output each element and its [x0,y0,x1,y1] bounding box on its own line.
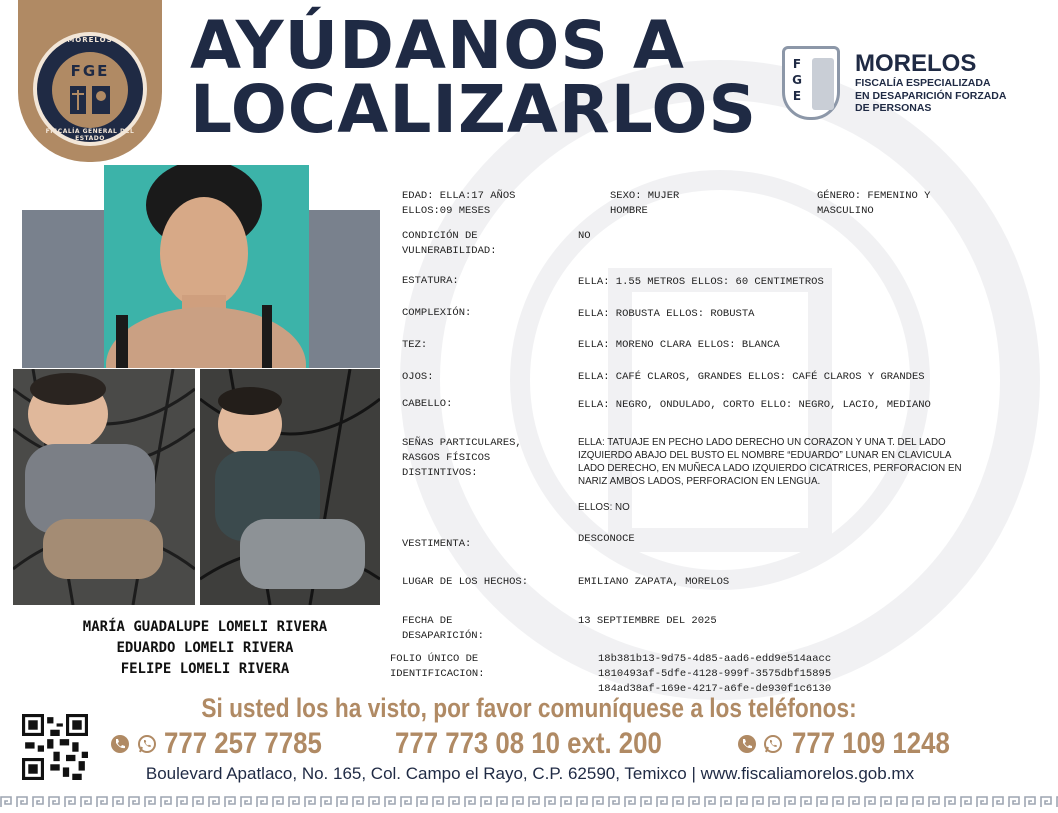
title-line-1: AYÚDANOS A [190,7,685,84]
senas-label-line-1: SEÑAS PARTICULARES, [402,437,522,449]
lugar-value: EMILIANO ZAPATA, MORELOS [578,576,730,588]
complexion-label: COMPLEXIÓN: [402,307,472,319]
photo-eduardo [13,369,195,605]
phone-number-1[interactable]: 777 257 7785 [164,727,322,760]
complexion-value: ELLA: ROBUSTA ELLOS: ROBUSTA [578,308,755,320]
fecha-label-line-1: FECHA DE [402,615,453,627]
fecha-label-line-2: DESAPARICIÓN: [402,630,484,642]
vestimenta-value: DESCONOCE [578,533,635,545]
ojos-value: ELLA: CAFÉ CLAROS, GRANDES ELLOS: CAFÉ CLAROS Y GRANDES [578,371,925,383]
phone-number-3[interactable]: 777 109 1248 [792,727,950,760]
condicion-label-line-2: VULNERABILIDAD: [402,245,497,257]
emblem-letters: FGE [70,62,110,80]
scales-icon [66,84,114,118]
condicion-label-line-1: CONDICIÓN DE [402,230,478,242]
phone-icon [110,734,130,754]
shield-letter-e: E [792,89,802,103]
genero-line-1: GÉNERO: FEMENINO Y [817,190,931,202]
emblem-ring-bottom-text: FISCALÍA GENERAL DEL ESTADO [45,128,135,142]
shield-letter-f: F [792,57,802,71]
person-name-2: EDUARDO LOMELI RIVERA [116,640,294,656]
senas-value-line-1: ELLA: TATUAJE EN PECHO LADO DERECHO UN CORAZON Y UNA T. DEL LADO [578,437,946,448]
folio-values [598,652,831,697]
cabello-label: CABELLO: [402,398,453,410]
morelos-map-icon [812,58,834,110]
lugar-label: LUGAR DE LOS HECHOS: [402,576,529,588]
senas-value-line-4: NARIZ AMBOS LADOS, PERFORACION EN LENGUA. [578,476,821,487]
fge-shield-letters [782,56,812,104]
sexo-field [610,189,679,219]
brand-subtitle [855,77,1055,115]
edad-line-2: ELLOS:09 MESES [402,205,491,217]
senas-value [578,436,1018,488]
folio-label [390,652,485,682]
condicion-value: NO [578,230,591,242]
phone-number-2[interactable]: 777 773 08 10 ext. 200 [395,727,662,760]
folio-label-line-2: IDENTIFICACION: [390,668,485,680]
folio-value-1: 18b381b13-9d75-4d85-aad6-edd9e514aacc [598,653,832,665]
qr-code[interactable] [22,714,88,780]
person-name-3: FELIPE LOMELI RIVERA [120,661,290,677]
senas-label-line-2: RASGOS FÍSICOS [402,452,491,464]
senas-value-line-3: LADO DERECHO, EN MUÑECA LADO IZQUIERDO CICATRICES, PERFORACION EN [578,463,962,474]
vestimenta-label: VESTIMENTA: [402,538,472,550]
emblem-ring-top-text: MORELOS [67,36,113,44]
fecha-label [402,614,484,644]
genero-field [817,189,930,219]
estatura-label: ESTATURA: [402,275,459,287]
senas-label-line-3: DISTINTIVOS: [402,467,478,479]
tez-label: TEZ: [402,339,428,351]
person-name-1: MARÍA GUADALUPE LOMELI RIVERA [82,619,328,635]
shield-letter-g: G [792,73,802,87]
estatura-value: ELLA: 1.55 METROS ELLOS: 60 CENTIMETROS [578,276,824,288]
folio-label-line-1: FOLIO ÚNICO DE [390,653,479,665]
whatsapp-icon [137,734,157,754]
sexo-line-1: SEXO: MUJER [610,190,680,202]
page-title [190,7,780,148]
missing-persons-names [20,617,390,680]
photo-maria-guadalupe [104,165,309,368]
tez-value: ELLA: MORENO CLARA ELLOS: BLANCA [578,339,780,351]
senas-ellos-value: ELLOS: NO [578,502,630,513]
sexo-line-2: HOMBRE [610,205,648,217]
senas-value-line-2: IZQUIERDO ABAJO DEL BUSTO EL NOMBRE “EDUARDO” LUNAR EN CLAVICULA [578,450,952,461]
brand-subtitle-line-2: EN DESAPARICIÓN FORZADA [855,89,1007,102]
photo-felipe [200,369,380,605]
condicion-label [402,229,497,259]
brand-subtitle-line-3: DE PERSONAS [855,102,932,114]
fecha-value: 13 SEPTIEMBRE DEL 2025 [578,615,717,627]
brand-name: MORELOS [855,50,977,77]
address-and-website[interactable]: Boulevard Apatlaco, No. 165, Col. Campo el Rayo, C.P. 62590, Temixco | www.fiscaliamorelos.gob.mx [145,764,915,783]
cabello-value: ELLA: NEGRO, ONDULADO, CORTO ELLO: NEGRO, LACIO, MEDIANO [578,399,931,411]
brand-subtitle-line-1: FISCALÍA ESPECIALIZADA [855,77,991,89]
phone-icon-2 [737,734,757,754]
edad-field [402,189,515,219]
contact-title: Si usted los ha visto, por favor comuníquese a los teléfonos: [201,693,857,723]
ojos-label: OJOS: [402,371,434,383]
genero-line-2: MASCULINO [817,205,874,217]
whatsapp-icon-2 [763,734,783,754]
decorative-border [0,794,1058,810]
folio-value-2: 1810493af-5dfe-4128-999f-3575dbf15895 [598,668,832,680]
edad-line-1: EDAD: ELLA:17 AÑOS [402,190,516,202]
title-line-2: LOCALIZARLOS [190,71,758,148]
senas-label [402,436,522,481]
folio-value-3: 184ad38af-169e-4217-a6fe-de930f1c6130 [598,683,832,695]
